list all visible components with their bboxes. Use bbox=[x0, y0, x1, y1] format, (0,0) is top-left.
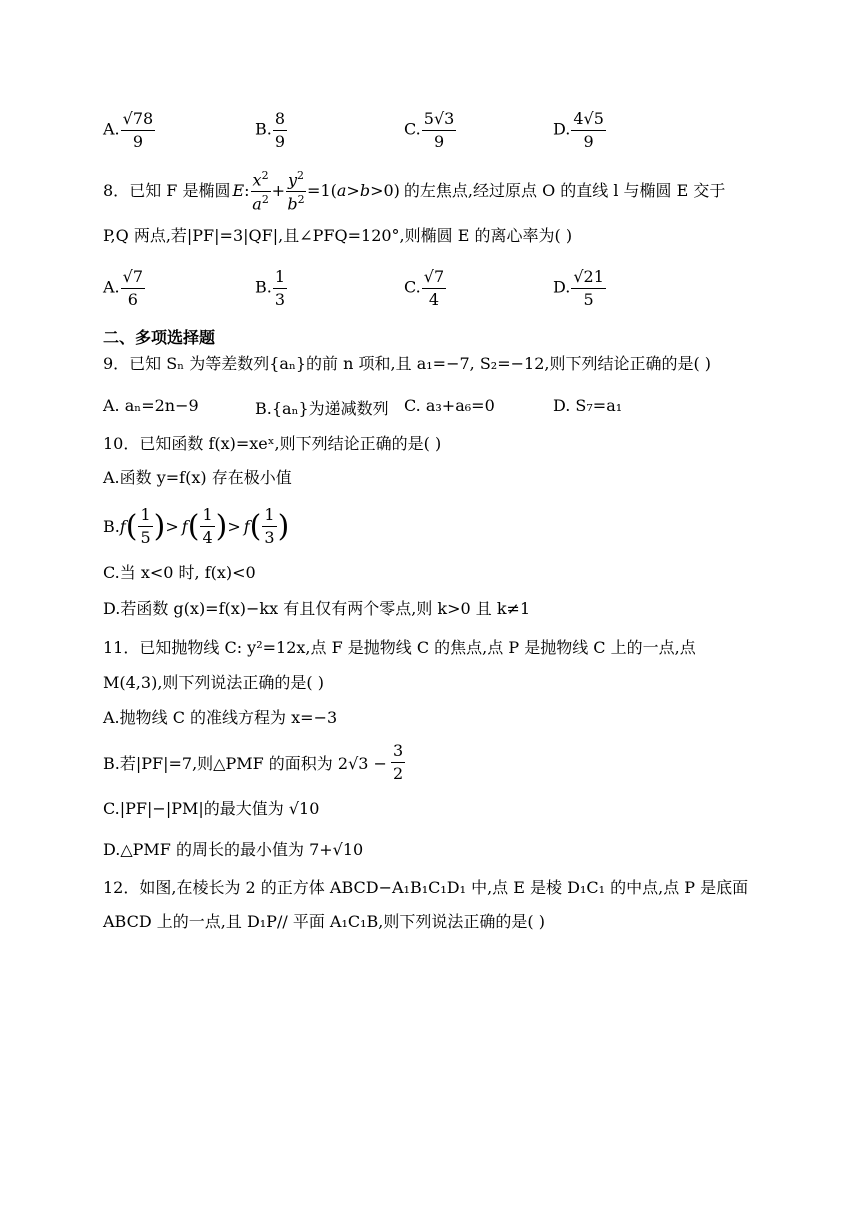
q10-option-a: A.函数 y=f(x) 存在极小值 bbox=[103, 468, 292, 487]
q7-option-a: A. $\frac{√78}{9}$ bbox=[103, 109, 154, 151]
q9-option-d: D. S₇=a₁ bbox=[553, 396, 623, 415]
q7-option-b: B. $\frac{8}{9}$ bbox=[255, 109, 286, 151]
q9-option-b: B.{aₙ}为递减数列 bbox=[255, 399, 389, 418]
q10-option-d: D.若函数 g(x)=f(x)−kx 有且仅有两个零点,则 k>0 且 k≠1 bbox=[103, 599, 531, 618]
q7-option-c: C. $\frac{5√3}{9}$ bbox=[404, 109, 455, 151]
q8-option-d: D. $\frac{√21}{5}$ bbox=[553, 267, 604, 309]
q8-line2: P,Q 两点,若|PF|=3|QF|,且∠PFQ=120°,则椭圆 E 的离心率为( ) bbox=[103, 226, 573, 245]
q8-option-c: C. $\frac{√7}{4}$ bbox=[404, 267, 445, 309]
q11-line1: 11．已知抛物线 C: y²=12x,点 F 是抛物线 C 的焦点,点 P 是抛物线 C 上的一点,点 bbox=[103, 638, 696, 657]
q7-option-d: D. $\frac{4√5}{9}$ bbox=[553, 109, 604, 151]
q8-option-b: B. $\frac{1}{3}$ bbox=[255, 267, 286, 309]
q11-option-a: A.抛物线 C 的准线方程为 x=−3 bbox=[103, 708, 338, 727]
q11-line2: M(4,3),则下列说法正确的是( ) bbox=[103, 673, 324, 692]
q11-option-c: C.|PF|−|PM|的最大值为 √10 bbox=[103, 799, 320, 818]
q10-text: 10．已知函数 f(x)=xeˣ,则下列结论正确的是( ) bbox=[103, 434, 442, 453]
q9-text: 9．已知 Sₙ 为等差数列{aₙ}的前 n 项和,且 a₁=−7, S₂=−12,则下列结论正确的是( ) bbox=[103, 354, 712, 373]
q10-option-c: C.当 x<0 时, f(x)<0 bbox=[103, 563, 256, 582]
q9-option-c: C. a₃+a₆=0 bbox=[404, 396, 495, 415]
q9-option-a: A. aₙ=2n−9 bbox=[103, 396, 199, 415]
q10-option-b: B. f ( $\frac{1}{5}$ ) > f ( $\frac{1}{4}$ ) > f ( $\frac{1}{3}$ ) bbox=[103, 505, 290, 547]
q12-line2: ABCD 上的一点,且 D₁P// 平面 A₁C₁B,则下列说法正确的是( ) bbox=[103, 912, 545, 931]
q8-line1: 8． 已知 F 是椭圆 E: $\frac{x^2}{a^2}$ + $\frac{y^2}{b^2}$ =1(a>b>0) 的左焦点,经过原点 O 的直线 l 与椭圆 E 交于 bbox=[103, 169, 726, 214]
q12-line1: 12．如图,在棱长为 2 的正方体 ABCD−A₁B₁C₁D₁ 中,点 E 是棱 D₁C₁ 的中点,点 P 是底面 bbox=[103, 878, 749, 897]
q11-option-b: B.若|PF|=7,则△PMF 的面积为 2√3 − $\frac{3}{2}$ bbox=[103, 741, 404, 783]
q11-option-d: D.△PMF 的周长的最小值为 7+√10 bbox=[103, 840, 364, 859]
q8-option-a: A. $\frac{√7}{6}$ bbox=[103, 267, 144, 309]
section-title: 二、多项选择题 bbox=[103, 328, 216, 347]
